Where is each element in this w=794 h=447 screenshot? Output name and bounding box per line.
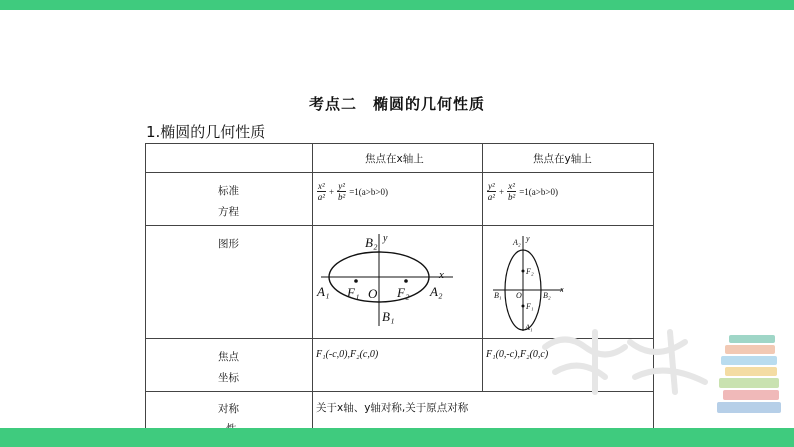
svg-text:y: y: [383, 233, 388, 244]
svg-text:x: x: [439, 269, 444, 281]
header-y-axis: 焦点在y轴上: [533, 153, 592, 165]
bottom-accent-bar: [0, 428, 794, 447]
svg-text:B₁: B₁: [382, 309, 395, 324]
svg-text:A₁: A₁: [525, 323, 533, 332]
book-stack-icon: [715, 333, 785, 423]
svg-text:F₁: F₁: [347, 285, 360, 300]
svg-text:O: O: [368, 286, 378, 301]
header-x-axis: 焦点在x轴上: [365, 153, 424, 165]
label-focus: 焦点: [218, 351, 239, 363]
svg-text:O: O: [516, 291, 522, 300]
subsection-title: 1.椭圆的几何性质: [146, 123, 266, 141]
top-accent-bar: [0, 0, 794, 10]
watermark-brush-icon: [535, 322, 725, 402]
equation-x: $\frac{\text{x²}}{\text{a²}}$ + $\frac{\text{y²}}{\text{b²}}$ =1(a>b>0): [317, 181, 388, 202]
label-symmetry: 对称: [218, 403, 239, 415]
label-graph: 图形: [218, 238, 239, 250]
svg-text:B₂: B₂: [365, 235, 378, 250]
ellipse-x-figure: [313, 226, 482, 338]
svg-text:A₂: A₂: [430, 284, 443, 299]
svg-text:F₂: F₂: [397, 285, 410, 300]
section-title: 考点二 椭圆的几何性质: [308, 95, 485, 113]
svg-text:y: y: [526, 234, 530, 243]
label-coordinates: 坐标: [218, 372, 239, 384]
label-equation: 方程: [218, 206, 239, 218]
label-standard: 标准: [218, 185, 239, 197]
focus-y-value: F₁(0,-c),F₂(0,c): [486, 349, 549, 360]
svg-text:F₁: F₁: [526, 302, 534, 311]
svg-text:x: x: [560, 285, 564, 294]
svg-text:A₁: A₁: [317, 284, 330, 299]
focus-x-value: F₁(-c,0),F₂(c,0): [316, 349, 379, 360]
svg-text:A₂: A₂: [513, 238, 521, 247]
svg-text:F₂: F₂: [526, 267, 534, 276]
svg-text:B₂: B₂: [543, 291, 551, 300]
symmetry-value: 关于x轴、y轴对称,关于原点对称: [316, 402, 469, 414]
svg-text:B₁: B₁: [494, 291, 502, 300]
equation-y: $\frac{\text{y²}}{\text{a²}}$ + $\frac{\text{x²}}{\text{b²}}$ =1(a>b>0): [487, 181, 558, 202]
